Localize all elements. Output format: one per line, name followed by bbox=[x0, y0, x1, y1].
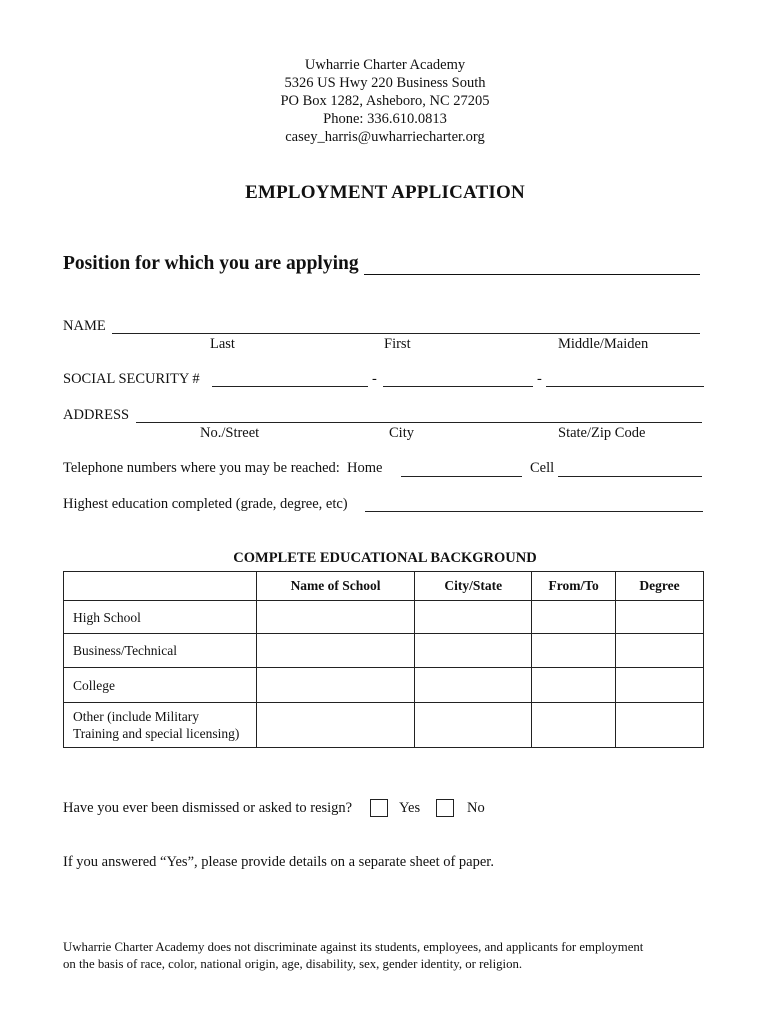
degree-cell[interactable] bbox=[616, 634, 704, 668]
table-row bbox=[64, 634, 704, 668]
education-level-label: Highest education completed (grade, degree, etc) bbox=[63, 496, 348, 512]
row-label-other-line1: Other (include Military bbox=[73, 709, 199, 724]
phone-number: Phone: 336.610.0813 bbox=[323, 111, 447, 127]
education-table bbox=[63, 571, 704, 748]
school-name-cell[interactable] bbox=[256, 668, 415, 703]
from-to-cell[interactable] bbox=[532, 703, 616, 748]
city-state-cell[interactable] bbox=[415, 668, 532, 703]
degree-cell[interactable] bbox=[616, 668, 704, 703]
row-label-college: College bbox=[64, 668, 257, 703]
ssn-separator: - bbox=[537, 371, 542, 387]
ssn-label: SOCIAL SECURITY # bbox=[63, 371, 200, 387]
letterhead bbox=[0, 56, 770, 146]
address-field[interactable] bbox=[136, 422, 702, 423]
from-to-cell[interactable] bbox=[532, 634, 616, 668]
nondiscrimination-statement bbox=[63, 939, 713, 973]
cell-phone-field[interactable] bbox=[558, 476, 702, 477]
address-sub-city: City bbox=[389, 425, 414, 441]
name-sub-first: First bbox=[384, 336, 411, 352]
school-name-cell[interactable] bbox=[256, 601, 415, 634]
org-name: Uwharrie Charter Academy bbox=[304, 57, 466, 73]
position-row bbox=[63, 253, 700, 275]
position-field[interactable] bbox=[364, 254, 700, 275]
po-box-address: PO Box 1282, Asheboro, NC 27205 bbox=[280, 93, 490, 109]
dismissed-yes-checkbox[interactable] bbox=[370, 799, 388, 817]
name-sub-last: Last bbox=[210, 336, 235, 352]
dismissed-question: Have you ever been dismissed or asked to resign? bbox=[63, 800, 353, 816]
city-state-cell[interactable] bbox=[415, 601, 532, 634]
name-label: NAME bbox=[63, 318, 106, 334]
column-header-school: Name of School bbox=[256, 572, 415, 601]
dismissed-no-label: No bbox=[467, 800, 485, 816]
city-state-cell[interactable] bbox=[415, 703, 532, 748]
degree-cell[interactable] bbox=[616, 601, 704, 634]
ssn-field-1[interactable] bbox=[212, 386, 368, 387]
column-header-from-to: From/To bbox=[532, 572, 616, 601]
column-header-degree: Degree bbox=[616, 572, 704, 601]
row-label-high-school: High School bbox=[64, 601, 257, 634]
dismissed-yes-label: Yes bbox=[399, 800, 421, 816]
table-row bbox=[64, 601, 704, 634]
cell-phone-label: Cell bbox=[530, 460, 555, 476]
column-header-city-state: City/State bbox=[415, 572, 532, 601]
education-level-field[interactable] bbox=[365, 511, 703, 512]
address-sub-street: No./Street bbox=[200, 425, 260, 441]
city-state-cell[interactable] bbox=[415, 634, 532, 668]
name-field[interactable] bbox=[112, 333, 700, 334]
school-name-cell[interactable] bbox=[256, 634, 415, 668]
row-label-business-technical: Business/Technical bbox=[64, 634, 257, 668]
education-section-title: COMPLETE EDUCATIONAL BACKGROUND bbox=[233, 550, 537, 566]
telephone-question: Telephone numbers where you may be reached: bbox=[63, 460, 340, 476]
school-name-cell[interactable] bbox=[256, 703, 415, 748]
table-row bbox=[64, 703, 704, 748]
column-header bbox=[64, 572, 257, 601]
ssn-field-3[interactable] bbox=[546, 386, 704, 387]
name-sub-middle: Middle/Maiden bbox=[558, 336, 649, 352]
address-sub-statezip: State/Zip Code bbox=[558, 425, 646, 441]
address-label: ADDRESS bbox=[63, 407, 130, 423]
table-row bbox=[64, 668, 704, 703]
contact-email: casey_harris@uwharriecharter.org bbox=[285, 129, 485, 145]
position-label: Position for which you are applying bbox=[63, 253, 359, 274]
ssn-separator: - bbox=[372, 371, 377, 387]
dismissed-no-checkbox[interactable] bbox=[436, 799, 454, 817]
ssn-field-2[interactable] bbox=[383, 386, 533, 387]
from-to-cell[interactable] bbox=[532, 668, 616, 703]
row-label-other-line2: Training and special licensing) bbox=[73, 726, 240, 741]
details-note: If you answered “Yes”, please provide details on a separate sheet of paper. bbox=[63, 854, 494, 870]
telephone-label bbox=[63, 460, 382, 477]
home-phone-field[interactable] bbox=[401, 476, 522, 477]
row-label-other bbox=[64, 703, 257, 748]
street-address: 5326 US Hwy 220 Business South bbox=[284, 75, 486, 91]
home-phone-label: Home bbox=[347, 460, 383, 476]
page-title: EMPLOYMENT APPLICATION bbox=[245, 182, 525, 203]
footer-line-1: Uwharrie Charter Academy does not discriminate against its students, employees, and applicants for employment bbox=[63, 940, 644, 954]
footer-line-2: on the basis of race, color, national origin, age, disability, sex, gender identity, or religion. bbox=[63, 957, 523, 971]
table-header-row bbox=[64, 572, 704, 601]
from-to-cell[interactable] bbox=[532, 601, 616, 634]
degree-cell[interactable] bbox=[616, 703, 704, 748]
